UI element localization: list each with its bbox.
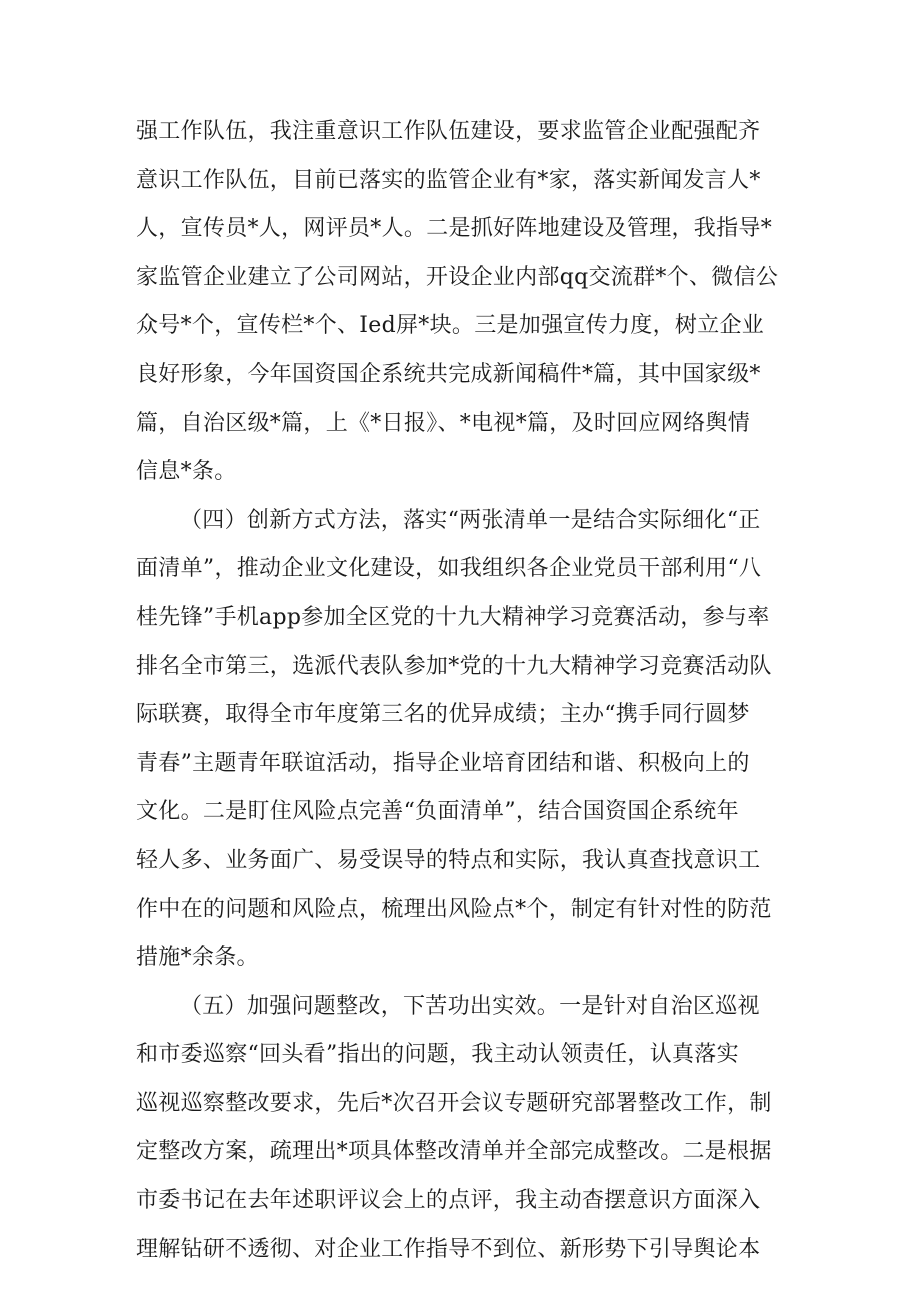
paragraph-2-line-3: 桂先锋”手机app参加全区党的十九大精神学习竞赛活动，参与率: [136, 604, 770, 630]
paragraph-1-line-2: 意识工作队伍，目前已落实的监管企业有*家，落实新闻发言人*: [136, 167, 761, 193]
paragraph-3-line-2: 和市委巡察“回头看”指出的问题，我主动认领责任，认真落实: [136, 1042, 739, 1068]
paragraph-2-line-1: （四）创新方式方法，落实“两张清单一是结合实际细化“正: [180, 507, 761, 533]
paragraph-2-line-9: 作中在的问题和风险点，梳理出风险点*个，制定有针对性的防范: [136, 896, 772, 922]
paragraph-1-line-5: 众号*个，宣传栏*个、Ied屏*块。三是加强宣传力度，树立企业: [136, 313, 765, 339]
paragraph-2-line-7: 文化。二是盯住风险点完善“负面清单”，结合国资国企系统年: [136, 799, 739, 825]
paragraph-3-line-4: 定整改方案，疏理出*项具体整改清单并全部完成整改。二是根据: [136, 1139, 772, 1165]
paragraph-2-line-10: 措施*余条。: [136, 945, 259, 971]
paragraph-1-line-8: 信息*条。: [136, 459, 237, 485]
paragraph-1-line-1: 强工作队伍，我注重意识工作队伍建设，要求监管企业配强配齐: [136, 119, 761, 144]
paragraph-1-line-6: 良好形象，今年国资国企系统共完成新闻稿件*篇，其中国家级*: [136, 361, 761, 387]
body-text: [136, 108, 796, 1274]
paragraph-2-line-5: 际联赛，取得全市年度第三名的优异成绩；主办“携手同行圆梦: [136, 702, 750, 728]
paragraph-1-line-4: 家监管企业建立了公司网站，开设企业内部qq交流群*个、微信公: [136, 264, 779, 290]
paragraph-3-line-6: 理解钻研不透彻、对企业工作指导不到位、新形势下引导舆论本: [136, 1236, 761, 1262]
paragraph-1-line-3: 人，宣传员*人，网评员*人。二是抓好阵地建设及管理，我指导*: [136, 216, 773, 242]
paragraph-1-line-7: 篇，自治区级*篇，上《*日报》、*电视*篇，及时回应网络舆情: [136, 410, 751, 436]
paragraph-2-line-8: 轻人多、业务面广、易受误导的特点和实际，我认真查找意识工: [136, 847, 761, 873]
paragraph-2-line-6: 青春”主题青年联谊活动，指导企业培育团结和谐、积极向上的: [136, 750, 750, 776]
paragraph-3-line-3: 巡视巡察整改要求，先后*次召开会议专题研究部署整改工作，制: [136, 1090, 772, 1116]
paragraph-3-line-1: （五）加强问题整改，下苦功出实效。一是针对自治区巡视: [180, 993, 760, 1019]
paragraph-2-line-2: 面清单”，推动企业文化建设，如我组织各企业党员干部利用“八: [136, 556, 762, 582]
paragraph-2-line-4: 排名全市第三，选派代表队参加*党的十九大精神学习竞赛活动队: [136, 653, 772, 679]
paragraph-3-line-5: 市委书记在去年述职评议会上的点评，我主动杳摆意识方面深入: [136, 1188, 761, 1214]
